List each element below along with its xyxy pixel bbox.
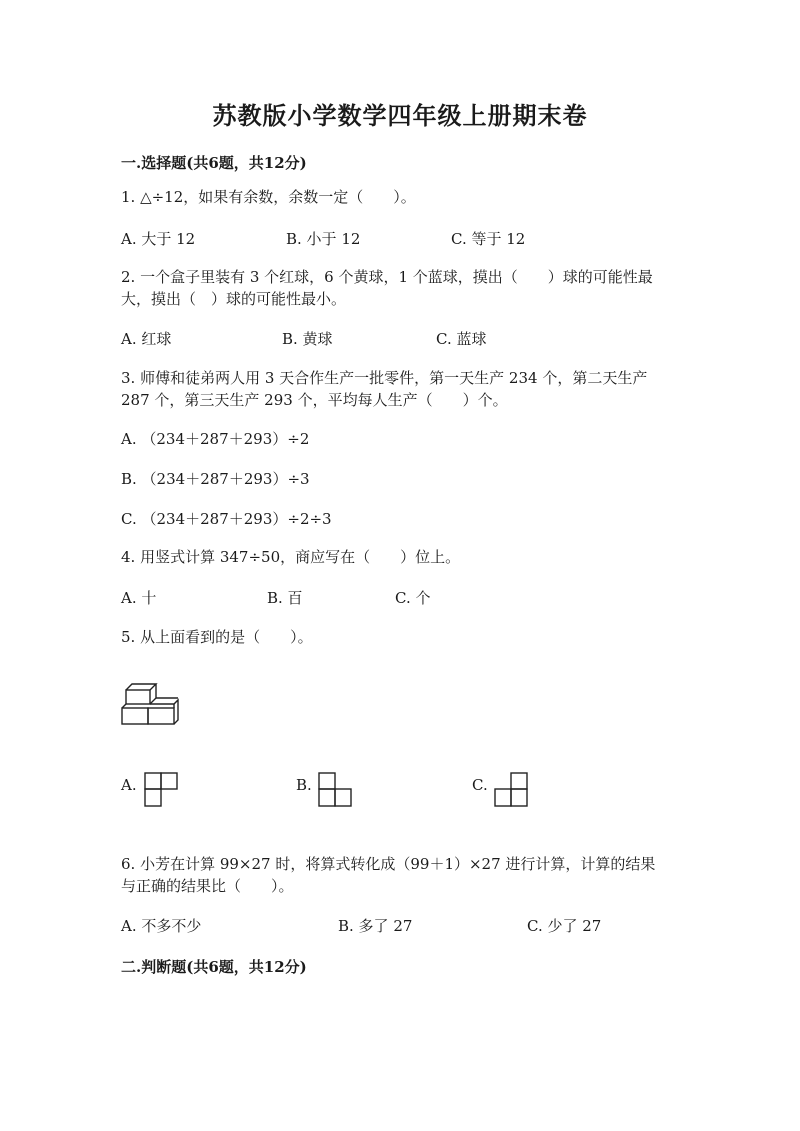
question-4-option-b: B. 百	[267, 589, 303, 607]
question-4-option-c: C. 个	[395, 589, 431, 607]
section-heading-judgement: 二.判断题(共6题，共12分)	[121, 958, 307, 976]
top-view-a-icon	[144, 772, 178, 808]
question-1-text: 1. △÷12，如果有余数，余数一定（ ）。	[121, 188, 416, 206]
question-3-text-line-2: 287 个，第三天生产 293 个，平均每人生产（ ）个。	[121, 391, 508, 409]
question-5-option-c: C.	[472, 776, 488, 794]
question-6-option-a: A. 不多不少	[121, 917, 202, 935]
question-6-text-line-2: 与正确的结果比（ ）。	[121, 877, 294, 895]
question-5-text: 5. 从上面看到的是（ ）。	[121, 628, 313, 646]
question-1-option-a: A. 大于 12	[121, 230, 196, 248]
question-6-text-line-1: 6. 小芳在计算 99×27 时，将算式转化成（99＋1）×27 进行计算，计算的结果	[121, 855, 656, 873]
question-5-option-a: A.	[121, 776, 137, 794]
top-view-c-icon	[494, 772, 528, 808]
question-2-option-a: A. 红球	[121, 330, 172, 348]
question-2-option-b: B. 黄球	[282, 330, 333, 348]
question-5-option-b: B.	[296, 776, 312, 794]
question-3-option-b: B. （234＋287＋293）÷3	[121, 470, 310, 488]
question-3-option-a: A. （234＋287＋293）÷2	[121, 430, 310, 448]
page-title: 苏教版小学数学四年级上册期末卷	[212, 101, 588, 130]
question-2-text-line-2: 大，摸出（ ）球的可能性最小。	[121, 290, 347, 308]
question-1-option-b: B. 小于 12	[286, 230, 361, 248]
question-1-option-c: C. 等于 12	[451, 230, 526, 248]
question-6-option-c: C. 少了 27	[527, 917, 602, 935]
question-3-option-c: C. （234＋287＋293）÷2÷3	[121, 510, 332, 528]
question-2-option-c: C. 蓝球	[436, 330, 487, 348]
cube-stack-icon	[120, 680, 182, 726]
question-4-option-a: A. 十	[121, 589, 157, 607]
top-view-b-icon	[318, 772, 352, 808]
question-2-text-line-1: 2. 一个盒子里装有 3 个红球，6 个黄球，1 个蓝球，摸出（ ）球的可能性最	[121, 268, 653, 286]
question-4-text: 4. 用竖式计算 347÷50，商应写在（ ）位上。	[121, 548, 461, 566]
section-heading-choice: 一.选择题(共6题，共12分)	[121, 154, 307, 172]
question-6-option-b: B. 多了 27	[338, 917, 413, 935]
question-3-text-line-1: 3. 师傅和徒弟两人用 3 天合作生产一批零件，第一天生产 234 个，第二天生产	[121, 369, 648, 387]
